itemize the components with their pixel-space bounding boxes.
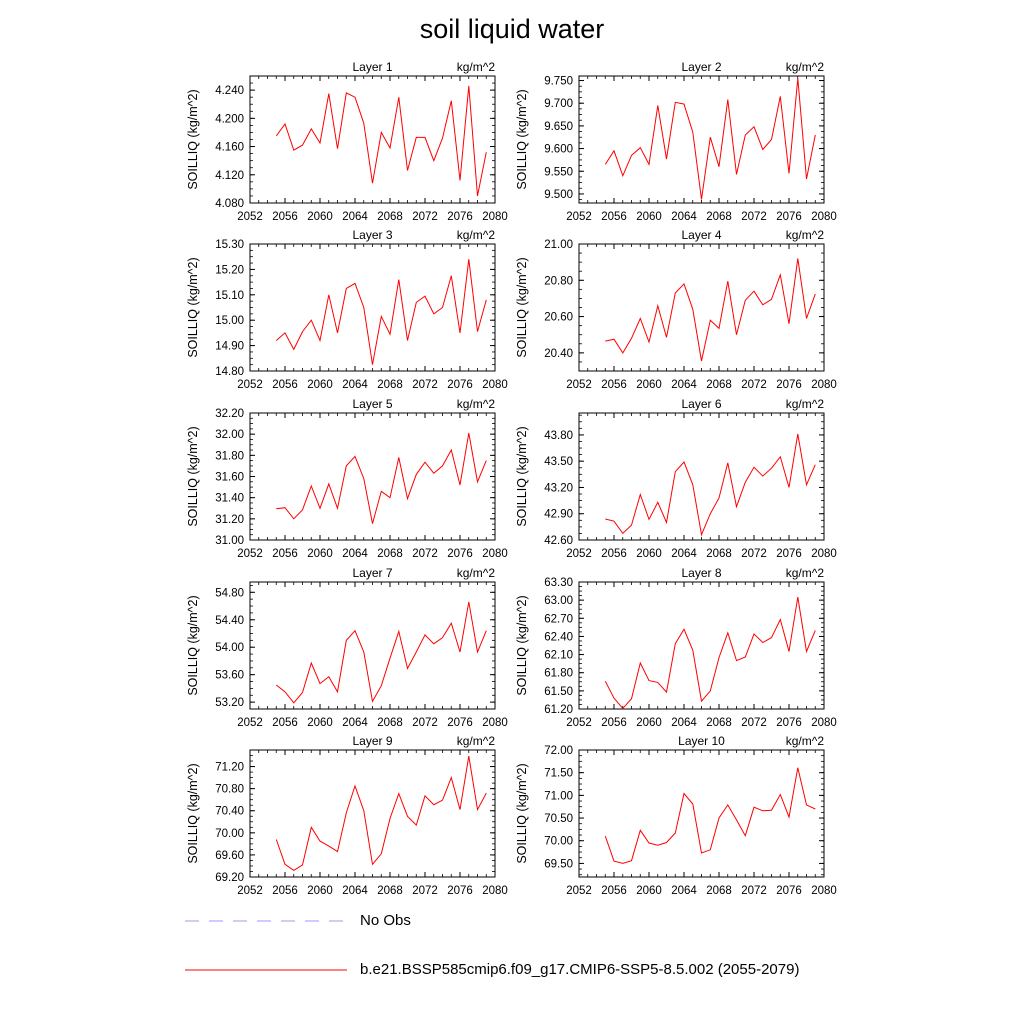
series-line bbox=[276, 433, 486, 523]
x-tick-label: 2080 bbox=[811, 211, 837, 223]
x-tick-label: 2068 bbox=[706, 717, 732, 729]
x-tick-label: 2076 bbox=[447, 211, 473, 223]
y-tick-label: 9.500 bbox=[544, 188, 573, 201]
x-tick-label: 2052 bbox=[237, 211, 263, 223]
x-tick-label: 2068 bbox=[706, 211, 732, 223]
x-tick-label: 2052 bbox=[566, 379, 592, 391]
y-tick-label: 54.00 bbox=[215, 642, 244, 655]
y-tick-label: 53.60 bbox=[215, 669, 244, 682]
panel-title: Layer 1 bbox=[352, 60, 393, 74]
figure-title: soil liquid water bbox=[419, 14, 605, 44]
y-tick-label: 43.80 bbox=[544, 429, 573, 442]
x-tick-label: 2064 bbox=[342, 548, 368, 560]
x-tick-label: 2056 bbox=[272, 885, 298, 897]
y-axis-label: SOILLIQ (kg/m^2) bbox=[186, 89, 200, 190]
x-tick-label: 2068 bbox=[377, 211, 403, 223]
x-tick-label: 2060 bbox=[307, 211, 333, 223]
x-tick-label: 2052 bbox=[566, 211, 592, 223]
panel-title: Layer 5 bbox=[352, 397, 393, 411]
x-tick-label: 2080 bbox=[482, 548, 508, 560]
plot-frame bbox=[579, 76, 824, 203]
y-tick-label: 21.00 bbox=[544, 239, 573, 251]
plot-frame bbox=[579, 244, 824, 371]
y-tick-label: 4.200 bbox=[215, 113, 244, 126]
y-tick-label: 53.20 bbox=[215, 697, 244, 710]
plot-frame bbox=[250, 750, 495, 877]
x-tick-label: 2080 bbox=[482, 717, 508, 729]
y-tick-label: 31.80 bbox=[215, 450, 244, 463]
y-axis-label: SOILLIQ (kg/m^2) bbox=[186, 257, 200, 358]
y-tick-label: 71.20 bbox=[215, 761, 244, 774]
legend-label: b.e21.BSSP585cmip6.f09_g17.CMIP6-SSP5-8.5.002 (2055-2079) bbox=[360, 961, 800, 978]
y-tick-label: 54.40 bbox=[215, 614, 244, 627]
x-tick-label: 2060 bbox=[307, 379, 333, 391]
y-tick-label: 32.00 bbox=[215, 429, 244, 442]
x-tick-label: 2076 bbox=[776, 379, 802, 391]
panel-layer-1 bbox=[186, 60, 508, 223]
y-axis-label: SOILLIQ (kg/m^2) bbox=[515, 426, 529, 527]
x-tick-label: 2056 bbox=[272, 548, 298, 560]
panel-units: kg/m^2 bbox=[456, 60, 495, 74]
x-tick-label: 2072 bbox=[741, 211, 767, 223]
x-tick-label: 2060 bbox=[307, 717, 333, 729]
y-tick-label: 61.20 bbox=[544, 704, 573, 716]
y-axis-label: SOILLIQ (kg/m^2) bbox=[515, 257, 529, 358]
x-tick-label: 2064 bbox=[342, 717, 368, 729]
x-tick-label: 2060 bbox=[636, 379, 662, 391]
x-tick-label: 2072 bbox=[741, 548, 767, 560]
panel-title: Layer 9 bbox=[352, 734, 393, 748]
panel-units: kg/m^2 bbox=[456, 228, 495, 242]
y-tick-label: 63.30 bbox=[544, 577, 573, 589]
y-tick-label: 63.00 bbox=[544, 595, 573, 608]
x-tick-label: 2060 bbox=[636, 717, 662, 729]
x-tick-label: 2076 bbox=[447, 548, 473, 560]
y-tick-label: 4.240 bbox=[215, 85, 244, 98]
x-tick-label: 2076 bbox=[447, 885, 473, 897]
x-tick-label: 2056 bbox=[601, 548, 627, 560]
panel-units: kg/m^2 bbox=[785, 734, 824, 748]
x-tick-label: 2080 bbox=[811, 885, 837, 897]
y-tick-label: 71.50 bbox=[544, 767, 573, 780]
x-tick-label: 2064 bbox=[671, 379, 697, 391]
series-line bbox=[605, 597, 815, 708]
series-line bbox=[276, 86, 486, 196]
series-line bbox=[605, 434, 815, 535]
panel-layer-8 bbox=[515, 566, 837, 729]
y-axis-label: SOILLIQ (kg/m^2) bbox=[515, 89, 529, 190]
series-line bbox=[605, 259, 815, 362]
x-tick-label: 2076 bbox=[776, 211, 802, 223]
y-tick-label: 70.40 bbox=[215, 805, 244, 818]
y-axis-label: SOILLIQ (kg/m^2) bbox=[186, 763, 200, 864]
y-tick-label: 9.750 bbox=[544, 75, 573, 88]
x-tick-label: 2072 bbox=[412, 885, 438, 897]
x-tick-label: 2056 bbox=[601, 717, 627, 729]
x-tick-label: 2068 bbox=[706, 548, 732, 560]
panel-units: kg/m^2 bbox=[785, 60, 824, 74]
x-tick-label: 2076 bbox=[776, 548, 802, 560]
y-tick-label: 4.120 bbox=[215, 169, 244, 182]
panel-units: kg/m^2 bbox=[785, 566, 824, 580]
y-tick-label: 61.80 bbox=[544, 667, 573, 680]
x-tick-label: 2072 bbox=[412, 548, 438, 560]
y-tick-label: 14.80 bbox=[215, 366, 244, 378]
panel-layer-3 bbox=[186, 228, 508, 391]
panel-title: Layer 3 bbox=[352, 228, 393, 242]
x-tick-label: 2072 bbox=[412, 379, 438, 391]
y-tick-label: 62.40 bbox=[544, 631, 573, 644]
x-tick-label: 2056 bbox=[601, 211, 627, 223]
x-tick-label: 2064 bbox=[671, 548, 697, 560]
x-tick-label: 2072 bbox=[741, 717, 767, 729]
x-tick-label: 2064 bbox=[342, 211, 368, 223]
x-tick-label: 2056 bbox=[272, 379, 298, 391]
x-tick-label: 2052 bbox=[566, 548, 592, 560]
y-tick-label: 14.90 bbox=[215, 340, 244, 353]
x-tick-label: 2080 bbox=[811, 379, 837, 391]
y-tick-label: 43.20 bbox=[544, 482, 573, 495]
x-tick-label: 2072 bbox=[741, 885, 767, 897]
x-tick-label: 2068 bbox=[706, 885, 732, 897]
series-line bbox=[276, 259, 486, 365]
y-tick-label: 31.00 bbox=[215, 535, 244, 547]
series-line bbox=[605, 768, 815, 864]
x-tick-label: 2076 bbox=[776, 717, 802, 729]
panel-title: Layer 4 bbox=[681, 228, 722, 242]
x-tick-label: 2072 bbox=[412, 211, 438, 223]
x-tick-label: 2052 bbox=[566, 717, 592, 729]
plot-frame bbox=[579, 413, 824, 540]
x-tick-label: 2072 bbox=[412, 717, 438, 729]
x-tick-label: 2052 bbox=[237, 379, 263, 391]
y-tick-label: 72.00 bbox=[544, 745, 573, 757]
y-tick-label: 69.20 bbox=[215, 872, 244, 884]
x-tick-label: 2060 bbox=[636, 211, 662, 223]
y-tick-label: 4.160 bbox=[215, 141, 244, 154]
panel-units: kg/m^2 bbox=[456, 734, 495, 748]
panel-title: Layer 10 bbox=[678, 734, 725, 748]
x-tick-label: 2080 bbox=[482, 211, 508, 223]
x-tick-label: 2056 bbox=[272, 717, 298, 729]
y-tick-label: 70.00 bbox=[215, 827, 244, 840]
y-tick-label: 69.50 bbox=[544, 858, 573, 871]
y-tick-label: 70.00 bbox=[544, 835, 573, 848]
y-tick-label: 15.30 bbox=[215, 239, 244, 251]
y-tick-label: 61.50 bbox=[544, 685, 573, 698]
panel-layer-4 bbox=[515, 228, 837, 391]
panel-layer-5 bbox=[186, 397, 508, 560]
series-line bbox=[276, 602, 486, 703]
panel-title: Layer 8 bbox=[681, 566, 722, 580]
y-axis-label: SOILLIQ (kg/m^2) bbox=[515, 595, 529, 696]
y-tick-label: 69.60 bbox=[215, 849, 244, 862]
y-tick-label: 9.550 bbox=[544, 166, 573, 179]
y-tick-label: 43.50 bbox=[544, 456, 573, 469]
x-tick-label: 2060 bbox=[307, 548, 333, 560]
x-tick-label: 2068 bbox=[377, 548, 403, 560]
y-axis-label: SOILLIQ (kg/m^2) bbox=[515, 763, 529, 864]
y-tick-label: 15.20 bbox=[215, 264, 244, 277]
x-tick-label: 2052 bbox=[566, 885, 592, 897]
x-tick-label: 2064 bbox=[342, 379, 368, 391]
y-axis-label: SOILLIQ (kg/m^2) bbox=[186, 595, 200, 696]
x-tick-label: 2080 bbox=[811, 548, 837, 560]
x-tick-label: 2056 bbox=[601, 379, 627, 391]
x-tick-label: 2052 bbox=[237, 717, 263, 729]
panel-layer-2 bbox=[515, 60, 837, 223]
y-tick-label: 20.40 bbox=[544, 347, 573, 360]
y-tick-label: 54.80 bbox=[215, 587, 244, 600]
y-tick-label: 31.20 bbox=[215, 513, 244, 526]
x-tick-label: 2056 bbox=[601, 885, 627, 897]
x-tick-label: 2068 bbox=[377, 717, 403, 729]
y-tick-label: 71.00 bbox=[544, 790, 573, 803]
y-tick-label: 42.60 bbox=[544, 535, 573, 547]
x-tick-label: 2080 bbox=[482, 379, 508, 391]
y-tick-label: 15.00 bbox=[215, 315, 244, 328]
panel-layer-9 bbox=[186, 734, 508, 897]
x-tick-label: 2076 bbox=[776, 885, 802, 897]
y-tick-label: 20.80 bbox=[544, 275, 573, 288]
panel-layer-6 bbox=[515, 397, 837, 560]
panel-units: kg/m^2 bbox=[785, 228, 824, 242]
y-tick-label: 4.080 bbox=[215, 198, 244, 210]
x-tick-label: 2060 bbox=[307, 885, 333, 897]
y-tick-label: 9.650 bbox=[544, 120, 573, 133]
x-tick-label: 2056 bbox=[272, 211, 298, 223]
x-tick-label: 2052 bbox=[237, 548, 263, 560]
y-tick-label: 70.50 bbox=[544, 813, 573, 826]
series-line bbox=[276, 756, 486, 870]
x-tick-label: 2068 bbox=[377, 885, 403, 897]
x-tick-label: 2060 bbox=[636, 548, 662, 560]
panel-layer-10 bbox=[515, 734, 837, 897]
plot-frame bbox=[250, 76, 495, 203]
panel-title: Layer 2 bbox=[681, 60, 722, 74]
y-tick-label: 9.600 bbox=[544, 143, 573, 156]
panel-title: Layer 7 bbox=[352, 566, 393, 580]
plot-frame bbox=[250, 244, 495, 371]
x-tick-label: 2052 bbox=[237, 885, 263, 897]
x-tick-label: 2068 bbox=[706, 379, 732, 391]
legend-label: No Obs bbox=[360, 912, 411, 929]
y-tick-label: 31.60 bbox=[215, 471, 244, 484]
panel-layer-7 bbox=[186, 566, 508, 729]
panel-title: Layer 6 bbox=[681, 397, 722, 411]
y-tick-label: 62.70 bbox=[544, 613, 573, 626]
x-tick-label: 2076 bbox=[447, 717, 473, 729]
x-tick-label: 2080 bbox=[811, 717, 837, 729]
y-tick-label: 32.20 bbox=[215, 408, 244, 420]
panel-units: kg/m^2 bbox=[456, 397, 495, 411]
x-tick-label: 2060 bbox=[636, 885, 662, 897]
y-tick-label: 62.10 bbox=[544, 649, 573, 662]
panel-units: kg/m^2 bbox=[785, 397, 824, 411]
y-tick-label: 20.60 bbox=[544, 311, 573, 324]
y-tick-label: 9.700 bbox=[544, 98, 573, 111]
y-tick-label: 42.90 bbox=[544, 508, 573, 521]
x-tick-label: 2080 bbox=[482, 885, 508, 897]
y-tick-label: 15.10 bbox=[215, 289, 244, 302]
y-tick-label: 70.80 bbox=[215, 783, 244, 796]
x-tick-label: 2064 bbox=[671, 717, 697, 729]
x-tick-label: 2068 bbox=[377, 379, 403, 391]
series-line bbox=[605, 78, 815, 199]
x-tick-label: 2076 bbox=[447, 379, 473, 391]
panel-units: kg/m^2 bbox=[456, 566, 495, 580]
y-axis-label: SOILLIQ (kg/m^2) bbox=[186, 426, 200, 527]
y-tick-label: 31.40 bbox=[215, 492, 244, 505]
x-tick-label: 2072 bbox=[741, 379, 767, 391]
x-tick-label: 2064 bbox=[671, 885, 697, 897]
x-tick-label: 2064 bbox=[671, 211, 697, 223]
x-tick-label: 2064 bbox=[342, 885, 368, 897]
